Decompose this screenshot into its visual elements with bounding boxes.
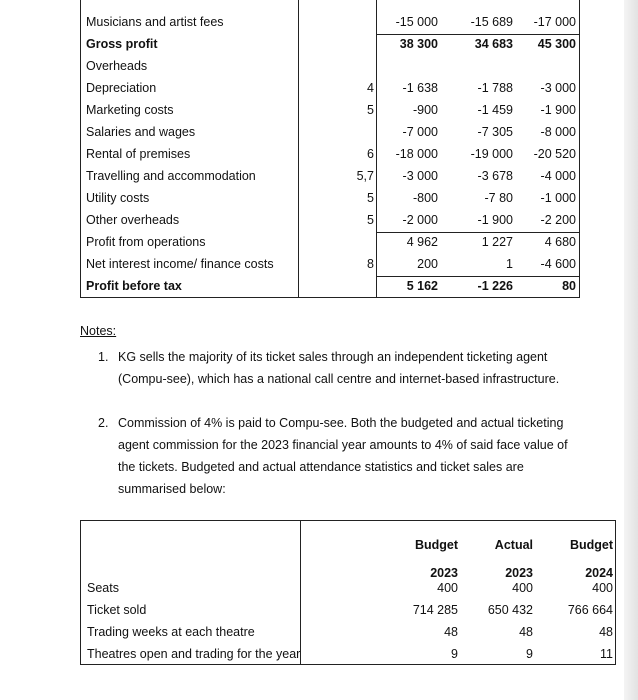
year-header: 2023	[430, 566, 458, 580]
value-col3: -17 000	[533, 15, 576, 29]
value-col1: 38 300	[399, 37, 438, 51]
row-label: Rental of premises	[86, 147, 191, 161]
row-note: 8	[367, 257, 374, 271]
value-col1: -900	[412, 103, 438, 117]
column-header: Actual	[494, 538, 533, 552]
row-label: Profit from operations	[86, 235, 206, 249]
value-col2: 48	[519, 625, 533, 639]
row-label: Other overheads	[86, 213, 180, 227]
value-col3: -8 000	[540, 125, 576, 139]
note-line: summarised below:	[118, 482, 226, 496]
row-label: Musicians and artist fees	[86, 15, 224, 29]
table-row	[80, 210, 580, 232]
note-number: 2.	[98, 416, 109, 430]
row-label: Seats	[87, 581, 119, 595]
table-row	[80, 232, 580, 254]
value-col2: -1 788	[477, 81, 513, 95]
value-col3: -1 000	[540, 191, 576, 205]
value-col1: -800	[412, 191, 438, 205]
table-row	[80, 100, 580, 122]
row-note: 5	[367, 103, 374, 117]
note-paragraph-2	[118, 412, 576, 500]
table-row	[80, 56, 580, 78]
row-label: Profit before tax	[86, 279, 182, 293]
value-col1: 48	[444, 625, 458, 639]
row-label: Travelling and accommodation	[86, 169, 256, 183]
value-col2: -19 000	[470, 147, 513, 161]
value-col3: 11	[600, 647, 613, 661]
table-row	[80, 254, 580, 276]
table-row	[80, 144, 580, 166]
value-col2: 9	[526, 647, 533, 661]
table-row	[81, 622, 615, 644]
page-edge	[624, 0, 638, 700]
table-row	[80, 12, 580, 34]
income-statement-table	[80, 0, 580, 300]
note-line: KG sells the majority of its ticket sales through an independent ticketing agent	[118, 350, 548, 364]
value-col3: 400	[592, 581, 613, 595]
column-header: Budget	[569, 538, 613, 552]
row-label: Gross profit	[86, 37, 158, 51]
note-paragraph-1	[118, 346, 576, 390]
value-col1: 9	[451, 647, 458, 661]
value-col2: 650 432	[487, 603, 533, 617]
column-header: Budget	[414, 538, 458, 552]
value-col2: -1 459	[477, 103, 513, 117]
value-col1: 400	[437, 581, 458, 595]
value-col3: -1 900	[540, 103, 576, 117]
value-col3: -20 520	[533, 147, 576, 161]
value-col1: -3 000	[402, 169, 438, 183]
table-row	[80, 188, 580, 210]
value-col1: 714 285	[412, 603, 458, 617]
notes-heading: Notes:	[80, 324, 117, 338]
note-line: agent commission for the 2023 financial year amounts to 4% of said face value of	[118, 438, 568, 452]
row-note: 5	[367, 213, 374, 227]
attendance-table	[80, 520, 616, 665]
value-col1: -18 000	[395, 147, 438, 161]
value-col2: -1 900	[477, 213, 513, 227]
row-label: Salaries and wages	[86, 125, 196, 139]
table-row	[80, 166, 580, 188]
row-note: 4	[367, 81, 374, 95]
note-line: (Compu-see), which has a national call centre and internet-based infrastructure.	[118, 372, 560, 386]
row-note: 5,7	[356, 169, 374, 183]
row-label: Marketing costs	[86, 103, 174, 117]
value-col3: 48	[599, 625, 613, 639]
value-col2: 400	[512, 581, 533, 595]
value-col2: 1 227	[481, 235, 513, 249]
value-col2: 34 683	[474, 37, 513, 51]
note-number: 1.	[98, 350, 109, 364]
note-line: the tickets. Budgeted and actual attendance statistics and ticket sales are	[118, 460, 524, 474]
table-row	[81, 644, 615, 666]
row-label: Theatres open and trading for the year	[87, 647, 301, 661]
value-col1: -2 000	[402, 213, 438, 227]
note-line: Commission of 4% is paid to Compu-see. Both the budgeted and actual ticketing	[118, 416, 564, 430]
value-col3: -4 600	[540, 257, 576, 271]
row-label: Depreciation	[86, 81, 157, 95]
table-row	[80, 122, 580, 144]
value-col3: -3 000	[540, 81, 576, 95]
value-col3: -4 000	[540, 169, 576, 183]
value-col3: 45 300	[537, 37, 576, 51]
table-row	[81, 578, 615, 600]
row-label: Ticket sold	[87, 603, 147, 617]
value-col2: -3 678	[477, 169, 513, 183]
table-row	[81, 600, 615, 622]
value-col2: -1 226	[477, 279, 513, 293]
value-col1: 200	[417, 257, 438, 271]
table-row	[80, 276, 580, 298]
row-label: Net interest income/ finance costs	[86, 257, 274, 271]
value-col3: 80	[562, 279, 576, 293]
row-label: Utility costs	[86, 191, 150, 205]
value-col2: 1	[506, 257, 513, 271]
row-label: Overheads	[86, 59, 148, 73]
table-row	[80, 34, 580, 56]
row-note: 6	[367, 147, 374, 161]
value-col1: -7 000	[402, 125, 438, 139]
row-note: 5	[367, 191, 374, 205]
value-col1: -15 000	[395, 15, 438, 29]
row-label: Trading weeks at each theatre	[87, 625, 255, 639]
value-col3: 766 664	[567, 603, 613, 617]
year-header: 2023	[505, 566, 533, 580]
value-col2: -7 80	[484, 191, 513, 205]
year-header: 2024	[585, 566, 613, 580]
value-col1: -1 638	[402, 81, 438, 95]
value-col3: 4 680	[544, 235, 576, 249]
value-col2: -7 305	[477, 125, 513, 139]
value-col3: -2 200	[540, 213, 576, 227]
table-row	[80, 78, 580, 100]
value-col1: 5 162	[406, 279, 438, 293]
value-col1: 4 962	[406, 235, 438, 249]
value-col2: -15 689	[470, 15, 513, 29]
